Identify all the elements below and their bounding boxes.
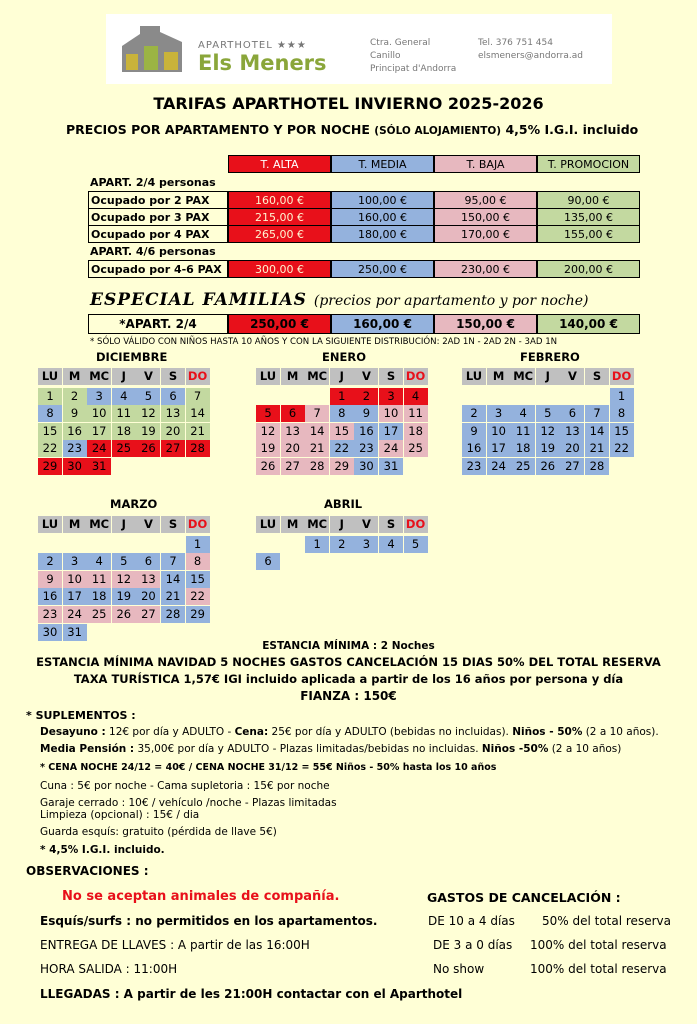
calendar-day: 27 — [560, 458, 584, 475]
calendar-day: 13 — [281, 423, 305, 440]
calendar-day: 8 — [38, 405, 62, 422]
weekday-header: V — [354, 516, 378, 533]
calendar-day: 29 — [186, 606, 210, 623]
price-cell: 135,00 € — [537, 208, 640, 226]
weekday-header: LU — [38, 516, 62, 533]
calendar-day: 23 — [63, 440, 87, 457]
price-cell: 90,00 € — [537, 191, 640, 209]
subtitle-tail: 4,5% I.G.I. incluido — [505, 122, 639, 137]
gastos-value: 50% del total reserva — [542, 914, 671, 928]
ninos-text: (2 a 10 años). — [582, 726, 659, 738]
header-alta: T. ALTA — [228, 155, 331, 173]
observaciones-title: OBSERVACIONES : — [26, 864, 149, 878]
weekday-header: DO — [404, 516, 428, 533]
price-cell: 150,00 € — [434, 208, 537, 226]
calendar-day: 12 — [256, 423, 280, 440]
cena-text: 25€ por día y ADULTO (bebidas no incluidas). — [268, 726, 513, 738]
price-cell: 265,00 € — [228, 225, 331, 243]
month-title: ENERO — [322, 350, 366, 364]
calendar-day: 9 — [63, 405, 87, 422]
calendar-day: 28 — [585, 458, 609, 475]
calendar-day: 15 — [38, 423, 62, 440]
calendar-day: 19 — [256, 440, 280, 457]
calendar-day: 12 — [536, 423, 560, 440]
brand-name: Els Meners — [198, 51, 327, 75]
price-cell: 300,00 € — [228, 260, 331, 278]
calendar-day: 5 — [112, 553, 136, 570]
calendar-day: 1 — [330, 388, 354, 405]
weekday-header: S — [379, 516, 403, 533]
calendar-day: 21 — [161, 588, 185, 605]
calendar-day: 10 — [379, 405, 403, 422]
weekday-header: M — [63, 516, 87, 533]
price-cell: 215,00 € — [228, 208, 331, 226]
email-text: elsmeners@andorra.ad — [478, 51, 583, 61]
weekday-header: MC — [87, 516, 111, 533]
weekday-header: J — [112, 516, 136, 533]
weekday-header: V — [136, 516, 160, 533]
calendar-day: 6 — [560, 405, 584, 422]
phone-text: Tel. 376 751 454 — [478, 38, 553, 48]
subtitle-small: (SÓLO ALOJAMIENTO) — [374, 125, 502, 137]
group-label: APART. 4/6 personas — [90, 245, 216, 258]
calendar-day: 13 — [136, 571, 160, 588]
fianza: FIANZA : 150€ — [300, 689, 397, 703]
price-cell: 170,00 € — [434, 225, 537, 243]
weekday-header: MC — [305, 368, 329, 385]
calendar-day: 30 — [63, 458, 87, 475]
calendar-day: 1 — [38, 388, 62, 405]
weekday-header: MC — [87, 368, 111, 385]
calendar-day: 5 — [256, 405, 280, 422]
guarda-esquis-line: Guarda esquís: gratuito (pérdida de llave 5€) — [40, 826, 277, 838]
calendar-day: 18 — [404, 423, 428, 440]
hora-salida: HORA SALIDA : 11:00H — [40, 962, 178, 976]
calendar-day: 14 — [186, 405, 210, 422]
calendar-day: 22 — [330, 440, 354, 457]
calendar-day: 29 — [38, 458, 62, 475]
calendar-day: 26 — [112, 606, 136, 623]
weekday-header: DO — [610, 368, 634, 385]
calendar-day: 12 — [136, 405, 160, 422]
weekday-header: V — [136, 368, 160, 385]
calendar-day: 4 — [511, 405, 535, 422]
gastos-title: GASTOS DE CANCELACIÓN : — [427, 890, 621, 905]
calendar-day: 15 — [610, 423, 634, 440]
calendar-day: 26 — [136, 440, 160, 457]
calendar-day: 7 — [585, 405, 609, 422]
weekday-header: M — [281, 368, 305, 385]
weekday-header: DO — [404, 368, 428, 385]
calendar-day: 27 — [136, 606, 160, 623]
desayuno-text: 12€ por día y ADULTO - — [105, 726, 235, 738]
media-pension-line — [40, 743, 621, 755]
weekday-header: LU — [462, 368, 486, 385]
weekday-header: LU — [256, 368, 280, 385]
calendar-day: 26 — [536, 458, 560, 475]
gastos-period: No show — [433, 962, 485, 976]
gastos-value: 100% del total reserva — [530, 938, 667, 952]
calendar-day: 4 — [112, 388, 136, 405]
calendar-day: 8 — [330, 405, 354, 422]
llegadas-text: LLEGADAS : A partir de les 21:00H contactar con el Aparthotel — [40, 987, 463, 1001]
header-promocion: T. PROMOCION — [537, 155, 640, 173]
calendar-day: 16 — [38, 588, 62, 605]
calendar-day: 23 — [462, 458, 486, 475]
calendar-day: 29 — [330, 458, 354, 475]
calendar-day: 31 — [379, 458, 403, 475]
calendar-day: 24 — [87, 440, 111, 457]
ninos-label: Niños - 50% — [512, 726, 583, 738]
media-pension-text: 35,00€ por día y ADULTO - Plazas limitadas/bebidas no incluidas. — [134, 743, 482, 755]
row-label: Ocupado por 4 PAX — [88, 225, 228, 243]
calendar-day: 9 — [354, 405, 378, 422]
calendar-day: 20 — [281, 440, 305, 457]
calendar-day: 20 — [136, 588, 160, 605]
calendar-day: 9 — [38, 571, 62, 588]
calendar-day: 3 — [354, 536, 378, 553]
calendar-day: 11 — [511, 423, 535, 440]
calendar-day: 23 — [354, 440, 378, 457]
calendar-day: 18 — [511, 440, 535, 457]
calendar-day: 25 — [511, 458, 535, 475]
calendar-day: 4 — [404, 388, 428, 405]
calendar-day: 23 — [38, 606, 62, 623]
cena-noche: * CENA NOCHE 24/12 = 40€ / CENA NOCHE 31/12 = 55€ Niños - 50% hasta los 10 años — [40, 762, 497, 773]
header-banner — [106, 14, 612, 84]
calendar-day: 7 — [305, 405, 329, 422]
igi-line: * 4,5% I.G.I. incluido. — [40, 844, 165, 856]
desayuno-line — [40, 726, 659, 738]
weekday-header: MC — [305, 516, 329, 533]
weekday-header: J — [330, 368, 354, 385]
especial-subtitle: (precios por apartamento y por noche) — [313, 293, 589, 309]
cena-label: Cena: — [234, 726, 269, 738]
calendar-day: 12 — [112, 571, 136, 588]
aparthotel-logo-icon — [120, 24, 184, 74]
calendar-day: 27 — [161, 440, 185, 457]
price-cell: 230,00 € — [434, 260, 537, 278]
weekday-header: M — [281, 516, 305, 533]
family-price: 160,00 € — [331, 314, 434, 334]
weekday-header: S — [379, 368, 403, 385]
cuna-line: Cuna : 5€ por noche - Cama supletoria : 15€ por noche — [40, 780, 330, 792]
estancia-minima: ESTANCIA MÍNIMA : 2 Noches — [262, 640, 435, 652]
calendar-day: 7 — [161, 553, 185, 570]
family-note: * SÓLO VÁLIDO CON NIÑOS HASTA 10 AÑOS Y CON LA SIGUIENTE DISTRIBUCIÓN: 2AD 1N - 2AD 2N - 3AD 1N — [90, 337, 558, 347]
calendar-day: 2 — [38, 553, 62, 570]
calendar-day: 14 — [305, 423, 329, 440]
calendar-day: 24 — [63, 606, 87, 623]
price-cell: 160,00 € — [228, 191, 331, 209]
calendar-day: 5 — [404, 536, 428, 553]
weekday-header: J — [536, 368, 560, 385]
calendar-day: 3 — [487, 405, 511, 422]
calendar-day: 20 — [161, 423, 185, 440]
calendar-day: 13 — [161, 405, 185, 422]
calendar-day: 2 — [330, 536, 354, 553]
weekday-header: LU — [256, 516, 280, 533]
calendar-day: 30 — [38, 624, 62, 641]
calendar-day: 28 — [186, 440, 210, 457]
media-pension-label: Media Pensión : — [40, 743, 135, 755]
page-title: TARIFAS APARTHOTEL INVIERNO 2025-2026 — [153, 94, 544, 113]
calendar-day: 10 — [63, 571, 87, 588]
weekday-header: J — [330, 516, 354, 533]
price-cell: 200,00 € — [537, 260, 640, 278]
calendar-day: 2 — [354, 388, 378, 405]
calendar-day: 24 — [487, 458, 511, 475]
calendar-day: 3 — [63, 553, 87, 570]
suplementos-title: * SUPLEMENTOS : — [26, 709, 136, 722]
calendar-day: 5 — [136, 388, 160, 405]
weekday-header: M — [63, 368, 87, 385]
animales-text: No se aceptan animales de compañía. — [62, 889, 340, 904]
weekday-header: S — [161, 368, 185, 385]
esquis-text: Esquís/surfs : no permitidos en los apartamentos. — [40, 914, 378, 928]
price-cell: 180,00 € — [331, 225, 434, 243]
calendar-day: 6 — [161, 388, 185, 405]
calendar-day: 8 — [186, 553, 210, 570]
price-cell: 100,00 € — [331, 191, 434, 209]
desayuno-label: Desayuno : — [40, 726, 106, 738]
calendar-day: 20 — [560, 440, 584, 457]
calendar-day: 6 — [256, 553, 280, 570]
garaje-line: Garaje cerrado : 10€ / vehículo /noche - Plazas limitadas — [40, 797, 337, 809]
weekday-header: V — [354, 368, 378, 385]
weekday-header: M — [487, 368, 511, 385]
calendar-day: 11 — [87, 571, 111, 588]
calendar-day: 25 — [404, 440, 428, 457]
gastos-period: DE 10 a 4 días — [428, 914, 515, 928]
weekday-header: S — [585, 368, 609, 385]
calendar-day: 25 — [87, 606, 111, 623]
calendar-day: 21 — [585, 440, 609, 457]
calendar-day: 11 — [112, 405, 136, 422]
calendar-day: 19 — [536, 440, 560, 457]
calendar-day: 17 — [487, 440, 511, 457]
family-price: 150,00 € — [434, 314, 537, 334]
ninos-text: (2 a 10 años) — [548, 743, 622, 755]
calendar-day: 14 — [585, 423, 609, 440]
calendar-day: 17 — [87, 423, 111, 440]
calendar-day: 25 — [112, 440, 136, 457]
calendar-day: 28 — [305, 458, 329, 475]
weekday-header: LU — [38, 368, 62, 385]
address-line: Ctra. General — [370, 38, 431, 48]
calendar-day: 14 — [161, 571, 185, 588]
gastos-value: 100% del total reserva — [530, 962, 667, 976]
calendar-day: 16 — [63, 423, 87, 440]
calendar-day: 4 — [379, 536, 403, 553]
calendar-day: 1 — [305, 536, 329, 553]
calendar-day: 18 — [87, 588, 111, 605]
month-title: ABRIL — [324, 497, 363, 511]
price-cell: 95,00 € — [434, 191, 537, 209]
calendar-day: 16 — [462, 440, 486, 457]
price-cell: 160,00 € — [331, 208, 434, 226]
calendar-day: 10 — [487, 423, 511, 440]
month-title: MARZO — [110, 497, 158, 511]
calendar-day: 7 — [186, 388, 210, 405]
gastos-period: DE 3 a 0 días — [433, 938, 513, 952]
calendar-day: 21 — [305, 440, 329, 457]
calendar-day: 21 — [186, 423, 210, 440]
header-media: T. MEDIA — [331, 155, 434, 173]
calendar-day: 18 — [112, 423, 136, 440]
calendar-day: 17 — [63, 588, 87, 605]
row-label: Ocupado por 3 PAX — [88, 208, 228, 226]
calendar-day: 22 — [610, 440, 634, 457]
family-label: *APART. 2/4 — [88, 314, 228, 334]
calendar-day: 22 — [38, 440, 62, 457]
calendar-day: 2 — [63, 388, 87, 405]
subtitle-main: PRECIOS POR APARTAMENTO Y POR NOCHE — [66, 122, 370, 137]
weekday-header: DO — [186, 368, 210, 385]
calendar-day: 24 — [379, 440, 403, 457]
calendar-day: 31 — [63, 624, 87, 641]
calendar-day: 16 — [354, 423, 378, 440]
price-cell: 155,00 € — [537, 225, 640, 243]
calendar-day: 13 — [560, 423, 584, 440]
calendar-day: 10 — [87, 405, 111, 422]
calendar-day: 15 — [186, 571, 210, 588]
weekday-header: J — [112, 368, 136, 385]
group-label: APART. 2/4 personas — [90, 176, 216, 189]
price-cell: 250,00 € — [331, 260, 434, 278]
month-title: DICIEMBRE — [96, 350, 168, 364]
taxa-turistica: TAXA TURÍSTICA 1,57€ IGI incluido aplicada a partir de los 16 años por persona y día — [73, 672, 624, 686]
calendar-day: 17 — [379, 423, 403, 440]
calendar-day: 15 — [330, 423, 354, 440]
calendar-day: 11 — [404, 405, 428, 422]
calendar-day: 6 — [136, 553, 160, 570]
ninos-label: Niños -50% — [481, 743, 549, 755]
calendar-day: 4 — [87, 553, 111, 570]
weekday-header: MC — [511, 368, 535, 385]
calendar-day: 31 — [87, 458, 111, 475]
calendar-day: 30 — [354, 458, 378, 475]
calendar-day: 2 — [462, 405, 486, 422]
calendar-day: 3 — [379, 388, 403, 405]
especial-title: ESPECIAL FAMILIAS — [90, 290, 307, 310]
brand-subtitle: APARTHOTEL ★★★ — [198, 40, 307, 51]
weekday-header: V — [560, 368, 584, 385]
calendar-day: 27 — [281, 458, 305, 475]
calendar-day: 19 — [112, 588, 136, 605]
especial-familias-title — [90, 290, 589, 310]
estancia-navidad: ESTANCIA MÍNIMA NAVIDAD 5 NOCHES GASTOS CANCELACIÓN 15 DIAS 50% DEL TOTAL RESERVA — [36, 655, 661, 669]
calendar-day: 6 — [281, 405, 305, 422]
calendar-day: 1 — [610, 388, 634, 405]
header-baja: T. BAJA — [434, 155, 537, 173]
row-label: Ocupado por 2 PAX — [88, 191, 228, 209]
page-subtitle — [66, 122, 638, 137]
calendar-day: 22 — [186, 588, 210, 605]
weekday-header: DO — [186, 516, 210, 533]
month-title: FEBRERO — [520, 350, 580, 364]
calendar-day: 9 — [462, 423, 486, 440]
weekday-header: S — [161, 516, 185, 533]
family-price: 140,00 € — [537, 314, 640, 334]
address-line: Canillo — [370, 51, 401, 61]
calendar-day: 3 — [87, 388, 111, 405]
row-label: Ocupado por 4-6 PAX — [88, 260, 228, 278]
entrega-llaves: ENTREGA DE LLAVES : A partir de las 16:00H — [40, 938, 310, 952]
calendar-day: 28 — [161, 606, 185, 623]
calendar-day: 8 — [610, 405, 634, 422]
family-price: 250,00 € — [228, 314, 331, 334]
limpieza-line: Limpieza (opcional) : 15€ / dia — [40, 809, 200, 821]
calendar-day: 26 — [256, 458, 280, 475]
address-line: Principat d'Andorra — [370, 64, 457, 74]
calendar-day: 5 — [536, 405, 560, 422]
calendar-day: 19 — [136, 423, 160, 440]
calendar-day: 1 — [186, 536, 210, 553]
